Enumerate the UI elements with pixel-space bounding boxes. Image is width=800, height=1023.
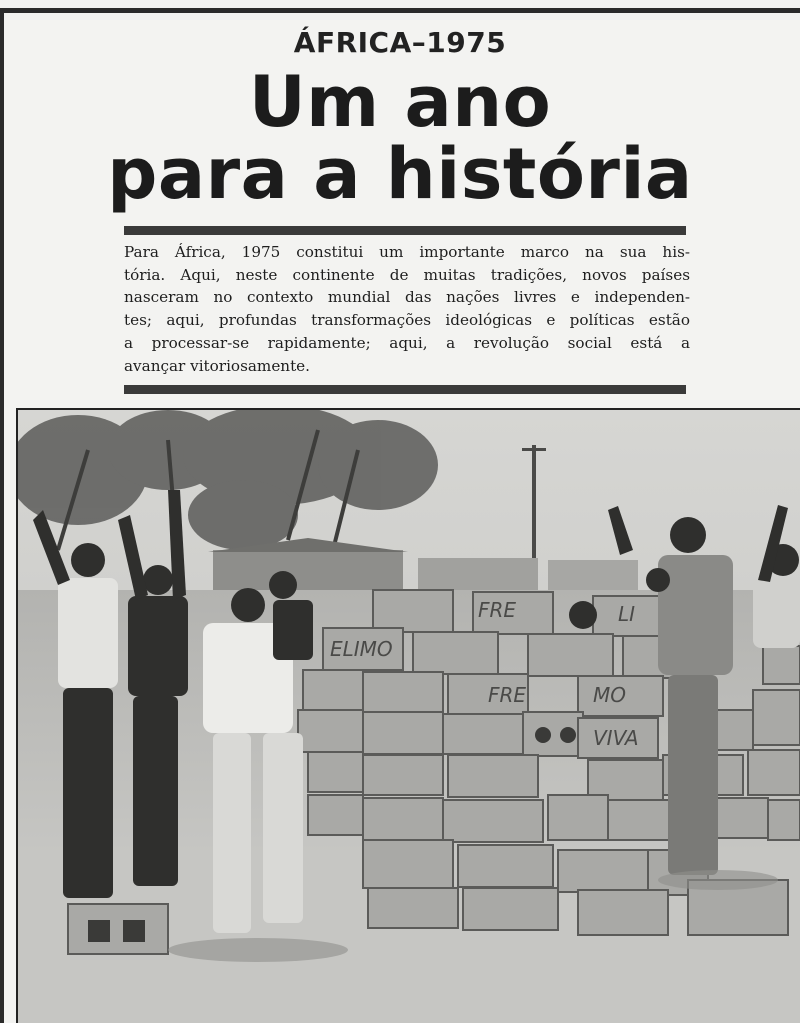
wall-writing: LI bbox=[618, 602, 636, 626]
intro-line: tes; aqui, profundas transformações ideológicas e políticas estão bbox=[124, 311, 690, 330]
intro-paragraph bbox=[124, 241, 690, 377]
wall-writing: FRE bbox=[478, 598, 517, 622]
intro-line: Para África, 1975 constitui um importante marco na sua his- bbox=[124, 243, 690, 261]
top-border-rule bbox=[0, 8, 800, 13]
photo-illustration bbox=[18, 410, 800, 1023]
intro-line: avançar vitoriosamente. bbox=[124, 356, 311, 375]
intro-line: tória. Aqui, neste continente de muitas tradições, novos países bbox=[124, 265, 690, 284]
kicker-title: ÁFRICA–1975 bbox=[293, 26, 507, 59]
wall-writing: MO bbox=[593, 683, 626, 707]
divider-bar-bottom bbox=[124, 385, 686, 394]
divider-bar-top bbox=[124, 226, 686, 235]
wall-writing: VIVA bbox=[593, 726, 639, 750]
intro-line: a processar-se rapidamente; aqui, a revolução social está a bbox=[124, 333, 690, 352]
intro-line: nasceram no contexto mundial das nações livres e independen- bbox=[124, 288, 690, 307]
news-photo bbox=[16, 408, 800, 1023]
headline bbox=[0, 61, 800, 215]
wall-writing: FRE bbox=[488, 683, 527, 707]
headline-line-2: para a história bbox=[107, 133, 693, 215]
wall-writing: ELIMO bbox=[330, 637, 393, 661]
headline-line-1: Um ano bbox=[248, 61, 552, 143]
